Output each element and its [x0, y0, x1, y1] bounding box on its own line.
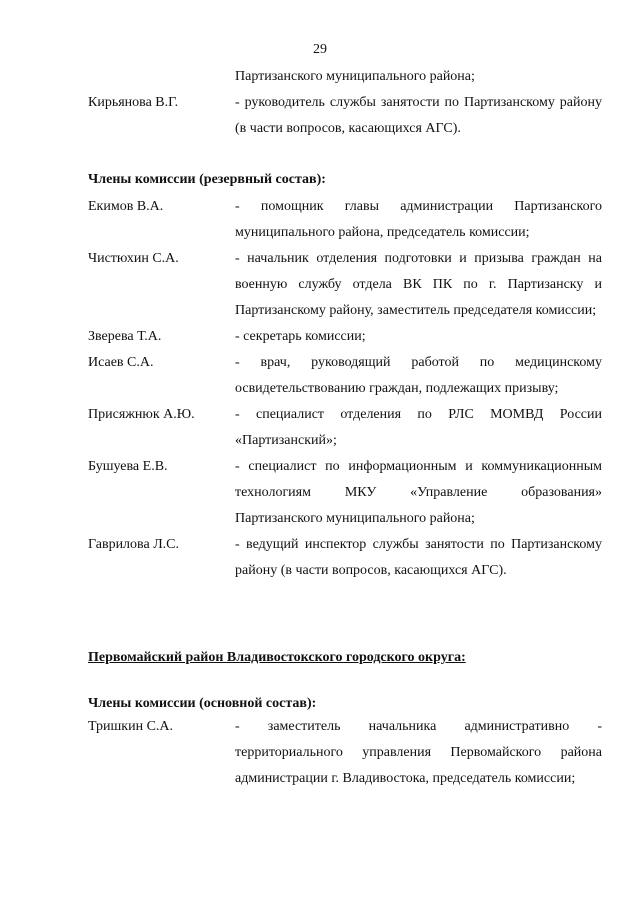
member-name: Чистюхин С.А. — [88, 251, 179, 266]
reserve-members — [88, 194, 602, 584]
member-row — [88, 454, 602, 532]
member-row — [88, 90, 602, 142]
member-role: - врач, руководящий работой по медицинскому освидетельствованию граждан, подлежащих призыву; — [235, 355, 602, 396]
member-name: Тришкин С.А. — [88, 719, 174, 734]
member-name: Гаврилова Л.С. — [88, 537, 180, 552]
member-role: - специалист по информационным и коммуникационным технологиям МКУ «Управление образования» Партизанского муниципального района; — [235, 459, 602, 526]
member-name: Кирьянова В.Г. — [88, 95, 179, 110]
reserve-section-heading: Члены комиссии (резервный состав): — [88, 172, 326, 187]
member-row — [88, 532, 602, 584]
member-name: Исаев С.А. — [88, 355, 154, 370]
member-row — [88, 324, 602, 350]
continuation-text: Партизанского муниципального района; — [235, 69, 475, 84]
member-row — [88, 350, 602, 402]
continuation-row — [88, 64, 602, 90]
page-number: 29 — [313, 42, 327, 57]
member-name: Бушуева Е.В. — [88, 459, 168, 474]
member-role: - помощник главы администрации Партизанского муниципального района, председатель комиссии; — [235, 199, 602, 240]
member-row — [88, 402, 602, 454]
member-name: Зверева Т.А. — [88, 329, 162, 344]
top-block — [88, 64, 602, 142]
member-name: Екимов В.А. — [88, 199, 164, 214]
district-heading: Первомайский район Владивостокского городского округа: — [88, 650, 466, 665]
member-role: - секретарь комиссии; — [235, 329, 366, 344]
member-row — [88, 714, 602, 792]
member-role: - специалист отделения по РЛС МОМВД России «Партизанский»; — [235, 407, 602, 448]
member-role: - заместитель начальника административно - территориального управления Первомайского района администрации г. Владивостока, председатель комиссии; — [235, 719, 602, 786]
member-name: Присяжнюк А.Ю. — [88, 407, 195, 422]
main-members — [88, 714, 602, 792]
member-role: - начальник отделения подготовки и призыва граждан на военную службу отдела ВК ПК по г. Партизанску и Партизанскому району, заместитель председателя комиссии; — [235, 251, 602, 318]
member-role: - руководитель службы занятости по Партизанскому району (в части вопросов, касающихся АГС). — [235, 95, 602, 136]
member-row — [88, 246, 602, 324]
member-role: - ведущий инспектор службы занятости по Партизанскому району (в части вопросов, касающихся АГС). — [235, 537, 602, 578]
main-section-heading: Члены комиссии (основной состав): — [88, 696, 317, 711]
member-row — [88, 194, 602, 246]
